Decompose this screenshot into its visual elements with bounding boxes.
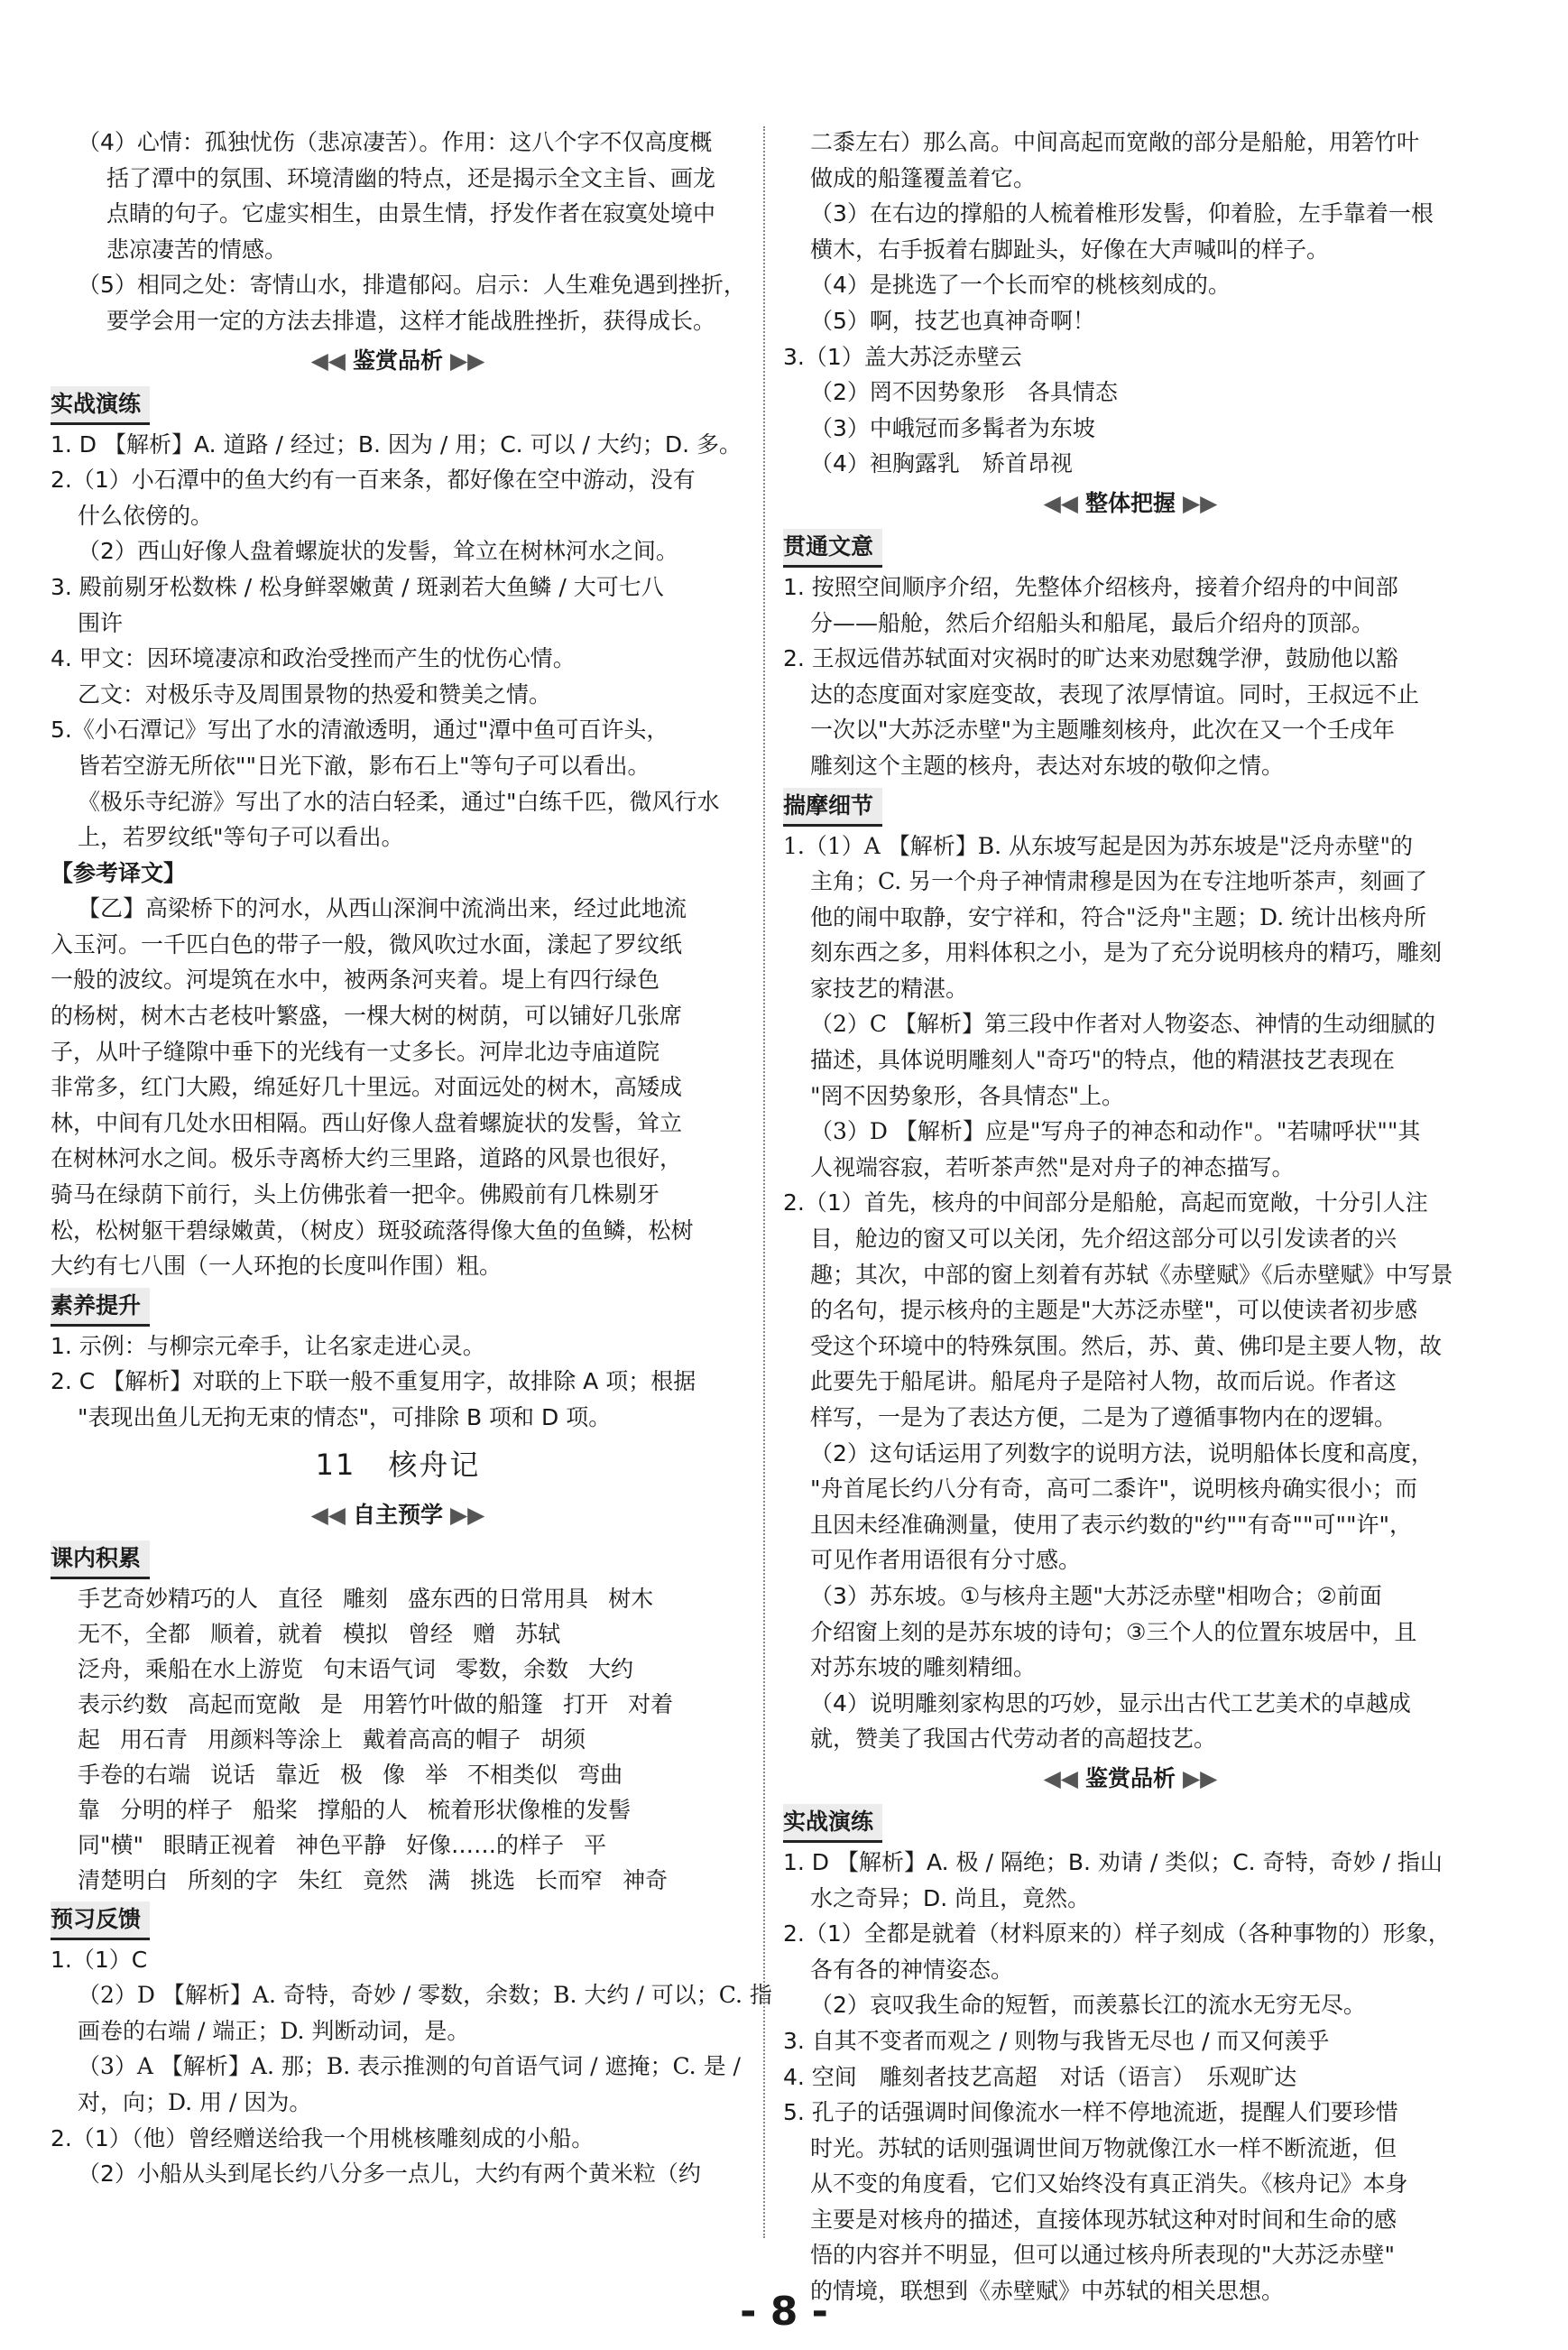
vocab-row: 同"横" 眼睛正视着 神色平静 好像……的样子 平	[78, 1831, 607, 1858]
answer-line: 做成的船篷覆盖着它。	[810, 164, 1037, 191]
answer-line: 2. C 【解析】对联的上下联一般不重复用字，故排除 A 项；根据	[51, 1368, 696, 1395]
answer-line: "表现出鱼儿无拘无束的情态"，可排除 B 项和 D 项。	[78, 1404, 612, 1430]
lesson-title	[51, 1436, 745, 1494]
answer-line: 2.（1）全都是就着（材料原来的）样子刻成（各种事物的）形象，	[783, 1920, 1451, 1948]
answer-line: （2）小船从头到尾长约八分多一点儿，大约有两个黄米粒（约	[78, 2160, 701, 2188]
right-column	[783, 125, 1478, 2309]
translation-line: 一般的波纹。河堤筑在水中，被两条河夹着。堤上有四行绿色	[51, 967, 660, 994]
answer-line: 2.（1）小石潭中的鱼大约有一百来条，都好像在空中游动，没有	[51, 467, 696, 494]
answer-line: （2）D 【解析】A. 奇特，奇妙 / 零数，余数；B. 大约 / 可以；C. 指	[78, 1982, 772, 2009]
answer-line: （5）啊，技艺也真神奇啊！	[810, 307, 1095, 334]
text-line: 括了潭中的氛围、环境清幽的特点，还是揭示全文主旨、画龙	[106, 164, 716, 191]
answer-line: 可见作者用语很有分寸感。	[810, 1547, 1082, 1574]
vocab-row: 无不，全都 顺着，就着 模拟 曾经 赠 苏轼	[78, 1620, 561, 1647]
answer-line: 趣；其次，中部的窗上刻着有苏轼《赤壁赋》《后赤壁赋》中写景	[810, 1261, 1453, 1288]
answer-line: 且因未经准确测量，使用了表示约数的"约""有奇""可""许"，	[810, 1511, 1412, 1538]
answer-line: 围许	[78, 609, 124, 636]
translation-line: 【乙】高梁桥下的河水，从西山深涧中流淌出来，经过此地流	[78, 895, 687, 922]
text-line: 点睛的句子。它虚实相生，由景生情，抒发作者在寂寞处境中	[106, 200, 716, 227]
text-line: （5）相同之处：寄情山水，排遣郁闷。启示：人生难免遇到挫折，	[78, 272, 746, 299]
lesson-number: 11	[315, 1447, 356, 1482]
translation-line: 林，中间有几处水田相隔。西山好像人盘着螺旋状的发髻，耸立	[51, 1109, 683, 1136]
reference-translation-title: 【参考译文】	[51, 859, 187, 886]
answer-line: 上，若罗纹纸"等句子可以看出。	[78, 824, 404, 851]
overall-answers	[783, 569, 1478, 784]
answer-line: 描述，具体说明雕刻人"奇巧"的特点，他的精湛技艺表现在	[810, 1047, 1396, 1074]
answer-line: 分——船舱，然后介绍船头和船尾，最后介绍舟的顶部。	[810, 609, 1375, 636]
answer-line: 他的闹中取静，安宁祥和，符合"泛舟"主题；D. 统计出核舟所	[810, 903, 1427, 930]
translation-line: 入玉河。一千匹白色的带子一般，微风吹过水面，漾起了罗纹纸	[51, 930, 683, 958]
column-divider	[763, 126, 765, 2238]
answer-line: 刻东西之多，用料体积之小，是为了充分说明核舟的精巧，雕刻	[810, 939, 1443, 967]
text-line: （4）心情：孤独忧伤（悲凉凄苦）。作用：这八个字不仅高度概	[78, 129, 713, 155]
answer-line: 水之奇异；D. 尚且，竟然。	[810, 1884, 1091, 1911]
answer-line: 5. 孔子的话强调时间像流水一样不停地流逝，提醒人们要珍惜	[783, 2099, 1398, 2126]
answer-line: （2）罔不因势象形 各具情态	[810, 379, 1118, 406]
answer-line: （3）苏东坡。①与核舟主题"大苏泛赤壁"相吻合；②前面	[810, 1582, 1382, 1609]
answer-line: 4. 甲文：因环境凄凉和政治受挫而产生的忧伤心情。	[51, 645, 576, 672]
answer-line: 4. 空间 雕刻者技艺高超 对话（语言） 乐观旷达	[783, 2063, 1297, 2090]
answer-line: 1. D 【解析】A. 极 / 隔绝；B. 劝请 / 类似；C. 奇特，奇妙 / 指山	[783, 1848, 1443, 1875]
answer-line: 1. 示例：与柳宗元牵手，让名家走进心灵。	[51, 1332, 485, 1359]
answer-line: 2.（1）首先，核舟的中间部分是船舱，高起而宽敞，十分引人注	[783, 1189, 1428, 1217]
answer-line: 1. 按照空间顺序介绍，先整体介绍核舟，接着介绍舟的中间部	[783, 573, 1398, 600]
answer-line: （3）在右边的撑船的人梳着椎形发髻，仰着脸，左手靠着一根	[810, 200, 1434, 227]
answer-line: 1.（1）A 【解析】B. 从东坡写起是因为苏东坡是"泛舟赤壁"的	[783, 832, 1414, 859]
subsection-label: 贯通文意	[783, 529, 882, 568]
answer-line: 各有各的神情姿态。	[810, 1956, 1014, 1983]
answer-line: 主要是对核舟的描述，直接体现苏轼这种对时间和生命的感	[810, 2206, 1397, 2233]
answer-line: 的情境，联想到《赤壁赋》中苏轼的相关思想。	[810, 2278, 1285, 2305]
literacy-answers	[51, 1328, 745, 1436]
answer-line: （4）是挑选了一个长而窄的桃核刻成的。	[810, 272, 1231, 299]
answer-line: 达的态度面对家庭变故，表现了浓厚情谊。同时，王叔远不止	[810, 680, 1420, 708]
lesson-name: 核舟记	[388, 1447, 481, 1482]
answer-line: 3.（1）盖大苏泛赤壁云	[783, 343, 1022, 370]
vocab-row: 起 用石青 用颜料等涂上 戴着高高的帽子 胡须	[78, 1725, 586, 1753]
answer-line: 2.（1）（他）曾经赠送给我一个用桃核雕刻成的小船。	[51, 2124, 595, 2151]
answer-line: （2）哀叹我生命的短暂，而羡慕长江的流水无穷无尽。	[810, 1992, 1366, 2019]
answer-line: 悟的内容并不明显，但可以通过核舟所表现的"大苏泛赤壁"	[810, 2242, 1396, 2269]
text-line: 要学会用一定的方法去排遣，这样才能战胜挫折，获得成长。	[106, 307, 716, 334]
answer-line: （4）袒胸露乳 矫首昂视	[810, 450, 1073, 477]
subsection-label: 实战演练	[783, 1804, 882, 1843]
answer-line: 就，赞美了我国古代劳动者的高超技艺。	[810, 1725, 1217, 1753]
answer-line: （2）C 【解析】第三段中作者对人物姿态、神情的生动细腻的	[810, 1011, 1435, 1038]
vocab-row: 手艺奇妙精巧的人 直径 雕刻 盛东西的日常用具 树木	[78, 1585, 654, 1612]
reference-translation	[51, 891, 745, 1284]
translation-line: 的杨树，树木古老枝叶繁盛，一棵大树的树荫，可以铺好几张席	[51, 1003, 683, 1030]
detail-answers	[783, 828, 1478, 1757]
answer-line: 对苏东坡的雕刻精细。	[810, 1654, 1037, 1681]
vocab-row: 手卷的右端 说话 靠近 极 像 举 不相类似 弯曲	[78, 1761, 623, 1788]
answer-line: （3）中峨冠而多髯者为东坡	[810, 414, 1095, 441]
practice-answers-right	[783, 1845, 1478, 2309]
subsection-label: 预习反馈	[51, 1901, 150, 1940]
translation-line: 非常多，红门大殿，绵延好几十里远。对面远处的树木，高矮成	[51, 1074, 683, 1101]
translation-line: 松，松树躯干碧绿嫩黄，（树皮）斑驳疏落得像大鱼的鱼鳞，松树	[51, 1217, 694, 1244]
answer-line: 3. 殿前剔牙松数株 / 松身鲜翠嫩黄 / 斑剥若大鱼鳞 / 大可七八	[51, 573, 664, 600]
left-column	[51, 125, 772, 2192]
answer-line: 时光。苏轼的话则强调世间万物就像江水一样不断流逝，但	[810, 2134, 1397, 2161]
translation-line: 子，从叶子缝隙中垂下的光线有一丈多长。河岸北边寺庙道院	[51, 1038, 660, 1065]
answer-line: 人视端容寂，若听茶声然"是对舟子的神态描写。	[810, 1153, 1295, 1180]
subsection-label: 课内积累	[51, 1540, 150, 1579]
vocab-row: 清楚明白 所刻的字 朱红 竟然 满 挑选 长而窄 神奇	[78, 1866, 669, 1893]
answer-line: 《极乐寺纪游》写出了水的洁白轻柔，通过"白练千匹，微风行水	[78, 788, 720, 815]
subsection-label: 素养提升	[51, 1288, 150, 1327]
answer-line: 横木，右手扳着右脚趾头，好像在大声喊叫的样子。	[810, 236, 1330, 263]
answer-line: 雕刻这个主题的核舟，表达对东坡的敬仰之情。	[810, 752, 1285, 779]
answer-line: "罔不因势象形，各具情态"上。	[810, 1082, 1124, 1109]
answer-line: 2. 王叔远借苏轼面对灾祸时的旷达来劝慰魏学洢，鼓励他以豁	[783, 645, 1398, 672]
answer-line: "舟首尾长约八分有奇，高可二黍许"，说明核舟确实很小；而	[810, 1476, 1418, 1503]
translation-line: 在树林河水之间。极乐寺离桥大约三里路，道路的风景也很好，	[51, 1145, 683, 1172]
answer-line: 画卷的右端 / 端正；D. 判断动词，是。	[78, 2017, 470, 2044]
answer-line: 家技艺的精湛。	[810, 975, 969, 1002]
answer-line: 受这个环境中的特殊氛围。然后，苏、黄、佛印是主要人物，故	[810, 1332, 1443, 1359]
answer-line: 二黍左右）那么高。中间高起而宽敞的部分是船舱，用箬竹叶	[810, 129, 1420, 155]
vocab-row: 表示约数 高起而宽敞 是 用箬竹叶做的船篷 打开 对着	[78, 1690, 674, 1717]
vocab-list	[51, 1581, 745, 1898]
answer-line: 什么依傍的。	[78, 502, 214, 529]
answer-line: 样写，一是为了表达方便，二是为了遵循事物内在的逻辑。	[810, 1404, 1397, 1430]
translation-line: 大约有七八围（一人环抱的长度叫作围）粗。	[51, 1253, 503, 1280]
answer-line: 一次以"大苏泛赤壁"为主题雕刻核舟，此次在又一个壬戌年	[810, 717, 1396, 744]
answer-line: 介绍窗上刻的是苏东坡的诗句；③三个人的位置东坡居中，且	[810, 1618, 1417, 1645]
answer-line: （2）西山好像人盘着螺旋状的发髻，耸立在树林河水之间。	[78, 538, 678, 565]
vocab-row: 泛舟，乘船在水上游览 句末语气词 零数，余数 大约	[78, 1655, 634, 1682]
answer-line: 此要先于船尾讲。船尾舟子是陪衬人物，故而后说。作者这	[810, 1368, 1397, 1395]
section-heading: ◀◀ 鉴赏品析 ▶▶	[1043, 1764, 1218, 1791]
answer-line: 3. 自其不变者而观之 / 则物与我皆无尽也 / 而又何羡乎	[783, 2027, 1330, 2054]
answer-line: 主角；C. 另一个舟子神情肃穆是因为在专注地听茶声，刻画了	[810, 868, 1428, 895]
section-heading: ◀◀ 鉴赏品析 ▶▶	[310, 347, 485, 374]
text-line: 悲凉凄苦的情感。	[106, 236, 288, 263]
answer-line: 乙文：对极乐寺及周围景物的热爱和赞美之情。	[78, 680, 552, 708]
answer-line: 的名句，提示核舟的主题是"大苏泛赤壁"，可以使读者初步感	[810, 1297, 1418, 1324]
answer-line: （3）D 【解析】应是"写舟子的神态和动作"。"若啸呼状""其	[810, 1118, 1421, 1145]
section-heading: ◀◀ 自主预学 ▶▶	[310, 1501, 485, 1528]
intro-block	[51, 125, 745, 339]
answer-line: 皆若空游无所依""日光下澈，影布石上"等句子可以看出。	[78, 752, 650, 779]
answer-line: 对，向；D. 用 / 因为。	[78, 2088, 312, 2115]
answer-line: 1. D 【解析】A. 道路 / 经过；B. 因为 / 用；C. 可以 / 大约；D. 多。	[51, 430, 742, 458]
preview-answers	[51, 1942, 772, 2192]
answer-line: （2）这句话运用了列数字的说明方法，说明船体长度和高度，	[810, 1439, 1434, 1466]
subsection-label: 实战演练	[51, 386, 150, 425]
answer-line: （4）说明雕刻家构思的巧妙，显示出古代工艺美术的卓越成	[810, 1689, 1411, 1716]
continued-answers	[783, 125, 1478, 482]
practice-answers	[51, 427, 745, 856]
subsection-label: 揣摩细节	[783, 788, 882, 827]
section-heading: ◀◀ 整体把握 ▶▶	[1043, 489, 1218, 516]
answer-line: （3）A 【解析】A. 那；B. 表示推测的句首语气词 / 遮掩；C. 是 /	[78, 2053, 741, 2080]
vocab-row: 靠 分明的样子 船桨 撑船的人 梳着形状像椎的发髻	[78, 1796, 632, 1823]
page-number: - 8 -	[740, 2289, 828, 2335]
answer-line: 从不变的角度看，它们又始终没有真正消失。《核舟记》本身	[810, 2170, 1408, 2197]
answer-line: 目，舱边的窗又可以关闭，先介绍这部分可以引发读者的兴	[810, 1226, 1397, 1253]
answer-line: 1.（1）C	[51, 1946, 148, 1973]
translation-line: 骑马在绿荫下前行，头上仿佛张着一把伞。佛殿前有几株剔牙	[51, 1181, 660, 1208]
answer-line: 5.《小石潭记》写出了水的清澈透明，通过"潭中鱼可百许头，	[51, 717, 669, 744]
